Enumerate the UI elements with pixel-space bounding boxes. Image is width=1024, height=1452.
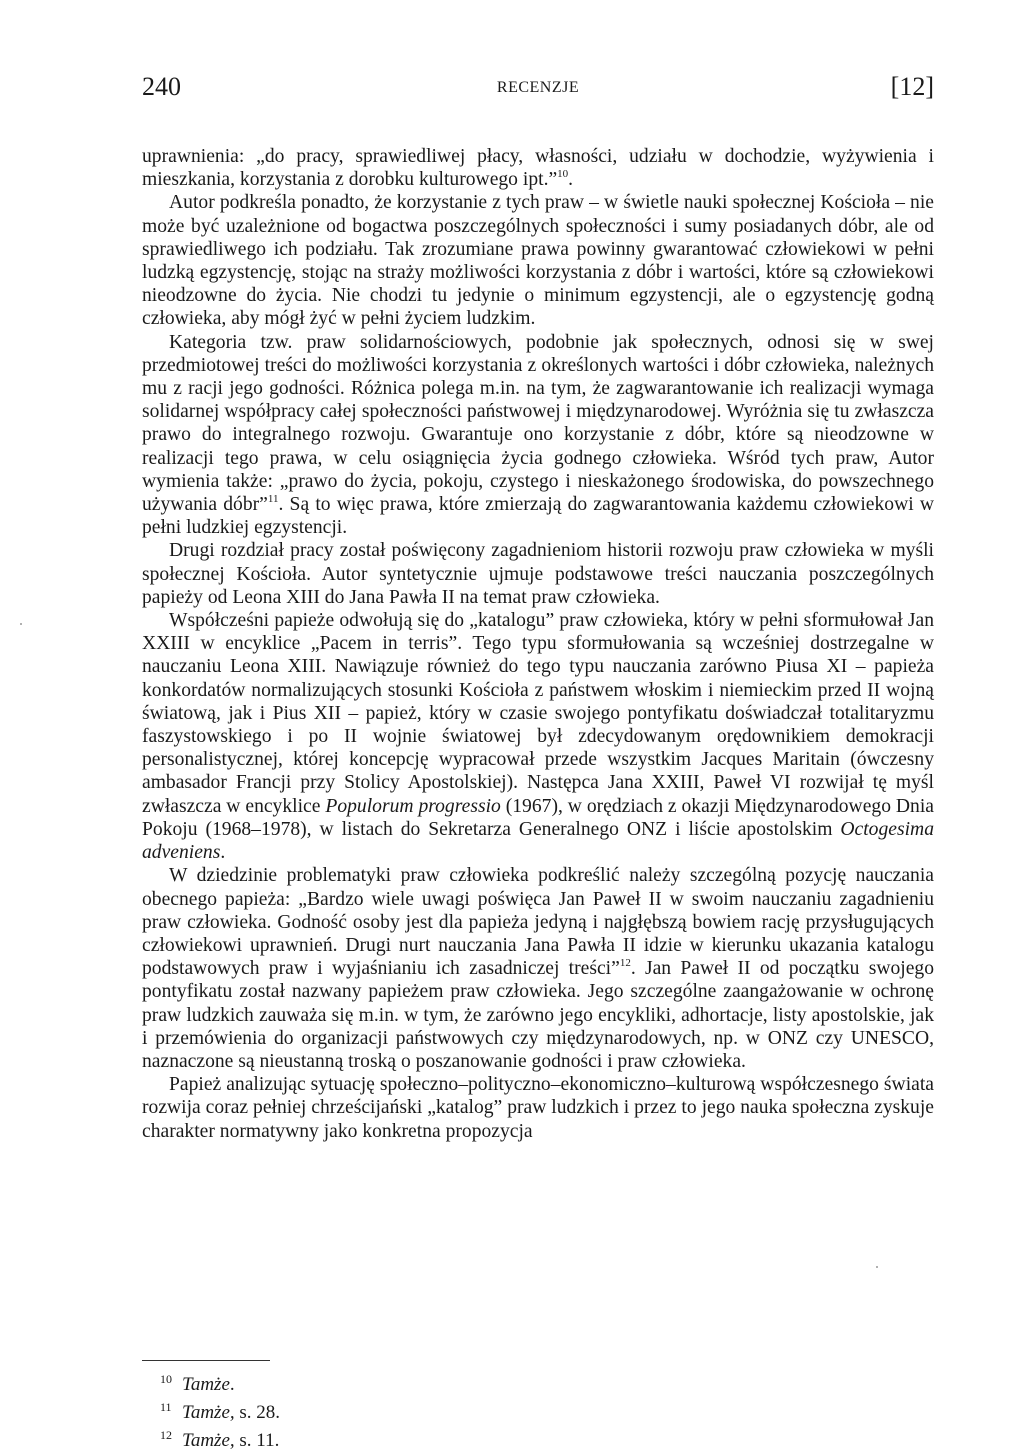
footnote-number: 12 [160, 1428, 172, 1442]
page-number: 240 [142, 72, 181, 101]
paragraph-text: uprawnienia: „do pracy, sprawiedliwej płacy, własności, udziału w dochodzie, wyżywienia i mieszkania, korzystania z dorobku kulturowego ipt.” [142, 146, 934, 191]
paragraph [142, 609, 934, 864]
paragraph-text: W dziedzinie problematyki praw człowieka podkreślić należy szczególną pozycję nauczania obecnego papieża: „Bardzo wiele uwagi poświęca Jan Paweł II w swoim nauczaniu zagadnieniu praw człowieka. Godność osoby jest dla papieża jedyną i najgłębszą bowiem rację przysługujących człowiekowi uprawnień. Drugi nurt nauczania Jana Pawła II idzie w kierunku ukazania katalogu podstawowych praw i wyjaśnianiu ich zasadniczej treści” [142, 865, 934, 980]
paragraph-text: . Jan Paweł II od początku swojego pontyfikatu został nazwany papieżem praw człowieka. Jego szczególne zaangażowanie w ochronę praw ludzkich zauważa się m.in. w tym, że zarówno jego encykliki, adhortacje, listy apostolskie, jak i przemówienia do organizacji państwowych czy międzynarodowych, np. w ONZ czy UNESCO, naznaczone są nieustanną troską o poszanowanie godności i praw człowieka. [142, 958, 934, 1072]
footnote-number: 10 [160, 1372, 172, 1386]
section-number: [12] [890, 72, 934, 101]
paragraph [142, 145, 934, 191]
paragraph-text: . [220, 842, 226, 864]
footnote [160, 1368, 560, 1396]
footnote-ref: 10 [557, 168, 569, 181]
footnote-separator [142, 1360, 270, 1361]
paragraph [142, 331, 934, 540]
footnote [160, 1424, 560, 1452]
footnote-source: Tamże, [182, 1402, 235, 1423]
running-head: RECENZJE [496, 79, 580, 96]
scan-speck [20, 623, 22, 625]
footnote-rest: . [229, 1374, 235, 1395]
page-header [142, 72, 934, 108]
footnote-rest: s. 28. [234, 1402, 281, 1423]
paragraph: Autor podkreśla ponadto, że korzystanie z tych praw – w świetle nauki społecznej Kościoła – nie może być uzależnione od bogactwa poszczególnych społeczności i sumy posiadanych dóbr, ale od sprawiedliwego ich podziału. Tak zrozumiane prawa powinny gwarantować człowiekowi w pełni ludzką egzystencję, stojąc na straży możliwości korzystania z dóbr i wartości, które są człowiekowi nieodzowne do życia. Nie chodzi tu jedynie o minimum egzystencji, ale o egzystencję godną człowieka, aby mógł żyć w pełni życiem ludzkim. [142, 192, 934, 330]
paragraph: Papież analizując sytuację społeczno–polityczno–ekonomiczno–kulturową współczesnego świata rozwija coraz pełniej chrześcijański „katalog” praw ludzkich i przez to jego nauka społeczna zyskuje charakter normatywny jako konkretna propozycja [142, 1074, 934, 1142]
footnote [160, 1396, 560, 1424]
footnote-number: 11 [160, 1400, 172, 1414]
footnote-source: Tamże [182, 1374, 230, 1395]
body-text [142, 145, 934, 1143]
footnote-rest: s. 11. [234, 1430, 280, 1451]
paragraph-text: Współcześni papieże odwołują się do „katalogu” praw człowieka, który w pełni sformułował Jan XXIII w encyklice „Pacem in terris”. Tego typu sformułowania są wcześniej dostrzegalne w nauczaniu Leona XIII. Nawiązuje również do tego typu nauczania zarówno Piusa XI – papieża konkordatów normalizujących stosunki Kościoła z państwem włoskim i niemieckim przed II wojną światową, jak i Pius XII – papież, który w czasie swojego pontyfikatu doświadczał totalitaryzmu faszystowskiego i po II wojnie światowej był zdecydowanym orędownikiem demokracji personalistycznej, której koncepcję wypracował przede wszystkim Jacques Maritain (ówczesny ambasador Francji przy Stolicy Apostolskiej). Następca Jana XXIII, Paweł VI rozwijał tę myśl zwłaszcza w encyklice [142, 610, 934, 817]
footnote-source: Tamże, [182, 1430, 235, 1451]
paragraph-text: . [568, 169, 574, 191]
footnote-ref: 11 [267, 493, 279, 506]
work-title: Populorum progressio [325, 795, 501, 817]
work-title: Octogesima adveniens [142, 818, 934, 864]
footnote-ref: 12 [619, 957, 631, 970]
paragraph-text: . Są to więc prawa, które zmierzają do zagwarantowania każdemu człowiekowi w pełni ludzkiej egzystencji. [142, 494, 934, 539]
paragraph [142, 864, 934, 1073]
paragraph: Drugi rozdział pracy został poświęcony zagadnieniom historii rozwoju praw człowieka w myśli społecznej Kościoła. Autor syntetycznie ujmuje podstawowe treści nauczania poszczególnych papieży od Leona XIII do Jana Pawła II na temat praw człowieka. [142, 540, 934, 608]
paragraph-text: (1967), w orędziach z okazji Międzynarodowego Dnia Pokoju (1968–1978), w listach do Sekretarza Generalnego ONZ i liście apostolskim [142, 795, 934, 840]
scan-speck [876, 1266, 878, 1268]
footnotes [160, 1368, 560, 1452]
paragraph-text: Kategoria tzw. praw solidarnościowych, podobnie jak społecznych, odnosi się w swej przedmiotowej treści do możliwości korzystania z określonych wartości i dóbr człowieka, należnych mu z racji jego godności. Różnica polega m.in. na tym, że zagwarantowanie ich realizacji wymaga solidarnej współpracy całej społeczności państwowej i międzynarodowej. Wyróżnia się tu zwłaszcza prawo do integralnego rozwoju. Gwarantuje ono korzystanie z dóbr, które są nieodzowne w realizacji tego prawa, w celu osiągnięcia życia godnego człowieka. Wśród tych praw, Autor wymienia także: „prawo do życia, pokoju, czystego i nieskażonego środowiska, do powszechnego używania dóbr” [142, 331, 934, 516]
